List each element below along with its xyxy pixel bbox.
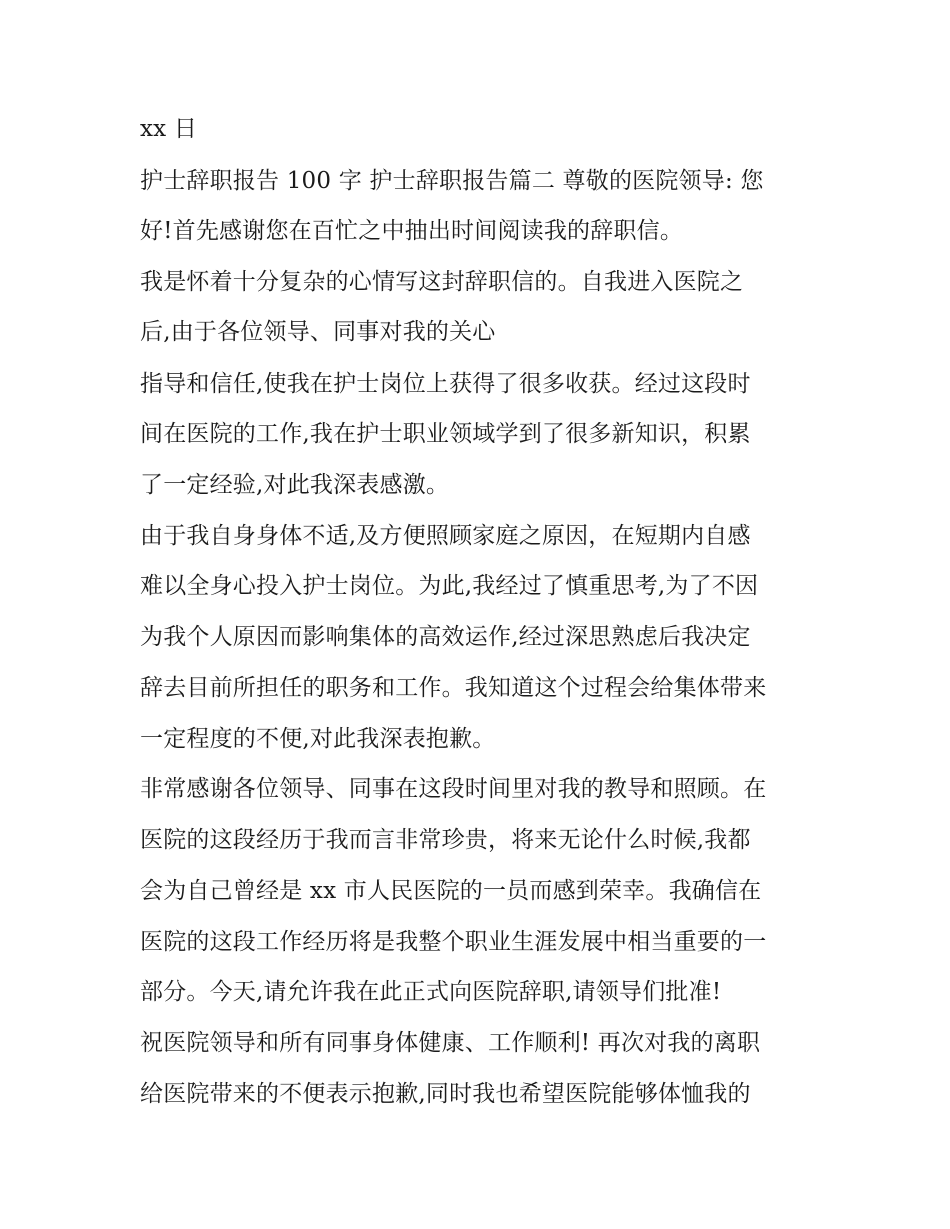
text-line: 辞去目前所担任的职务和工作。我知道这个过程会给集体带来 <box>140 675 767 701</box>
text-line: 祝医院领导和所有同事身体健康、工作顺利! 再次对我的离职 <box>140 1030 761 1056</box>
text-line: 护士辞职报告 100 字 护士辞职报告篇二 尊敬的医院领导: 您 <box>140 168 764 194</box>
text-line: 部分。今天,请允许我在此正式向医院辞职,请领导们批准! <box>140 979 722 1005</box>
text-line: 由于我自身身体不适,及方便照顾家庭之原因，在短期内自感 <box>140 523 751 549</box>
text-line: 医院的这段工作经历将是我整个职业生涯发展中相当重要的一 <box>140 929 767 955</box>
text-line: 给医院带来的不便表示抱歉,同时我也希望医院能够体恤我的 <box>140 1081 751 1107</box>
text-line: 了一定经验,对此我深表感激。 <box>140 472 450 498</box>
text-line: 为我个人原因而影响集体的高效运作,经过深思熟虑后我决定 <box>140 624 751 650</box>
text-line: 一定程度的不便,对此我深表抱歉。 <box>140 726 496 752</box>
text-line: 难以全身心投入护士岗位。为此,我经过了慎重思考,为了不因 <box>140 573 759 599</box>
text-line: 好!首先感谢您在百忙之中抽出时间阅读我的辞职信。 <box>140 218 684 244</box>
date-line: xx 日 <box>140 116 198 142</box>
text-line: 医院的这段经历于我而言非常珍贵，将来无论什么时候,我都 <box>140 827 751 853</box>
text-line: 我是怀着十分复杂的心情写这封辞职信的。自我进入医院之 <box>140 269 744 295</box>
text-line: 指导和信任,使我在护士岗位上获得了很多收获。经过这段时 <box>140 371 751 397</box>
text-line: 会为自己曾经是 xx 市人民医院的一员而感到荣幸。我确信在 <box>140 878 762 904</box>
text-line: 非常感谢各位领导、同事在这段时间里对我的教导和照顾。在 <box>140 776 767 802</box>
text-line: 后,由于各位领导、同事对我的关心 <box>140 319 496 345</box>
text-line: 间在医院的工作,我在护士职业领域学到了很多新知识，积累 <box>140 421 751 447</box>
